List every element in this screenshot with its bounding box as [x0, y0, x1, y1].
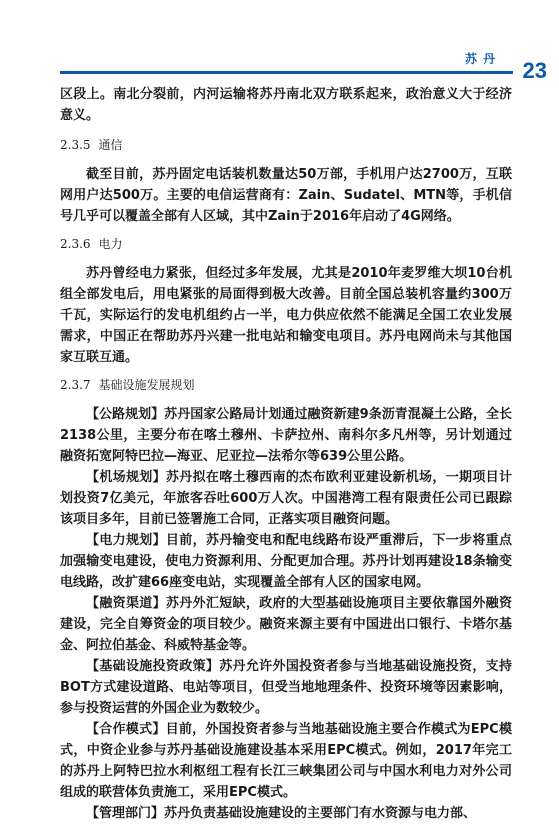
page-number: 23 — [522, 58, 547, 83]
paragraph-investment-policy: 【基础设施投资政策】苏丹允许外国投资者参与当地基础设施投资，支持BOT方式建设道路、电站等项目，但受当地地理条件、投资环境等因素影响，参与投资运营的外国企业为数较少。 — [60, 659, 512, 716]
paragraph-financing: 【融资渠道】苏丹外汇短缺，政府的大型基础设施项目主要依靠国外融资建设，完全自筹资金的项目较少。融资来源主要有中国进出口银行、卡塔尔基金、阿拉伯基金、科威特基金等。 — [60, 596, 512, 653]
section-heading-telecom — [60, 136, 512, 154]
section-number: 2.3.6 — [60, 237, 91, 251]
section-heading-infrastructure — [60, 376, 512, 394]
header-rule — [60, 71, 513, 74]
paragraph-airport-plan: 【机场规划】苏丹拟在喀土穆西南的杰布欧利亚建设新机场，一期项目计划投资7亿美元，年旅客吞吐600万人次。中国港湾工程有限责任公司已跟踪该项目多年，目前已签署施工合同，正落实项目融资问题。 — [60, 470, 512, 527]
paragraph-management: 【管理部门】苏丹负责基础设施建设的主要部门有水资源与电力部、 — [86, 806, 477, 821]
page-body — [60, 84, 512, 824]
section-number: 2.3.7 — [60, 378, 91, 392]
paragraph-highway-plan: 【公路规划】苏丹国家公路局计划通过融资新建9条沥青混凝土公路，全长2138公里，主要分布在喀土穆州、卡萨拉州、南科尔多凡州等，另计划通过融资拓宽阿特巴拉—海亚、尼亚拉—法希尔等639公里公路。 — [60, 407, 512, 464]
continued-paragraph: 区段上。南北分裂前，内河运输将苏丹南北双方联系起来，政治意义大于经济意义。 — [60, 87, 512, 123]
paragraph: 苏丹曾经电力紧张，但经过多年发展，尤其是2010年麦罗维大坝10台机组全部发电后，用电紧张的局面得到极大改善。目前全国总装机容量约300万千瓦，实际运行的发电机组约占一半，电力供应依然不能满足全国工农业发展需求，中国正在帮助苏丹兴建一批电站和输变电项目。苏丹电网尚未与其他国家互联互通。 — [60, 266, 512, 365]
paragraph: 截至目前，苏丹固定电话装机数量达50万部，手机用户达2700万，互联网用户达500万。主要的电信运营商有：Zain、Sudatel、MTN等，手机信号几乎可以覆盖全部有人区域，其中Zain于2016年启动了4G网络。 — [60, 167, 512, 224]
section-heading-power — [60, 235, 512, 253]
section-title: 基础设施发展规划 — [98, 378, 195, 392]
paragraph-power-plan: 【电力规划】目前，苏丹输变电和配电线路布设严重滞后，下一步将重点加强输变电建设，使电力资源利用、分配更加合理。苏丹计划再建设18条输变电线路，改扩建66座变电站，实现覆盖全部有人区的国家电网。 — [60, 533, 512, 590]
section-title: 电力 — [98, 237, 123, 251]
section-number: 2.3.5 — [60, 138, 91, 152]
running-header: 苏丹 — [464, 52, 501, 66]
paragraph-cooperation-model: 【合作模式】目前，外国投资者参与当地基础设施主要合作模式为EPC模式，中资企业参与苏丹基础设施建设基本采用EPC模式。例如，2017年完工的苏丹上阿特巴拉水利枢纽工程有长江三峡集团公司与中国水利电力对外公司组成的联营体负责施工，采用EPC模式。 — [60, 722, 512, 800]
section-title: 通信 — [98, 138, 123, 152]
